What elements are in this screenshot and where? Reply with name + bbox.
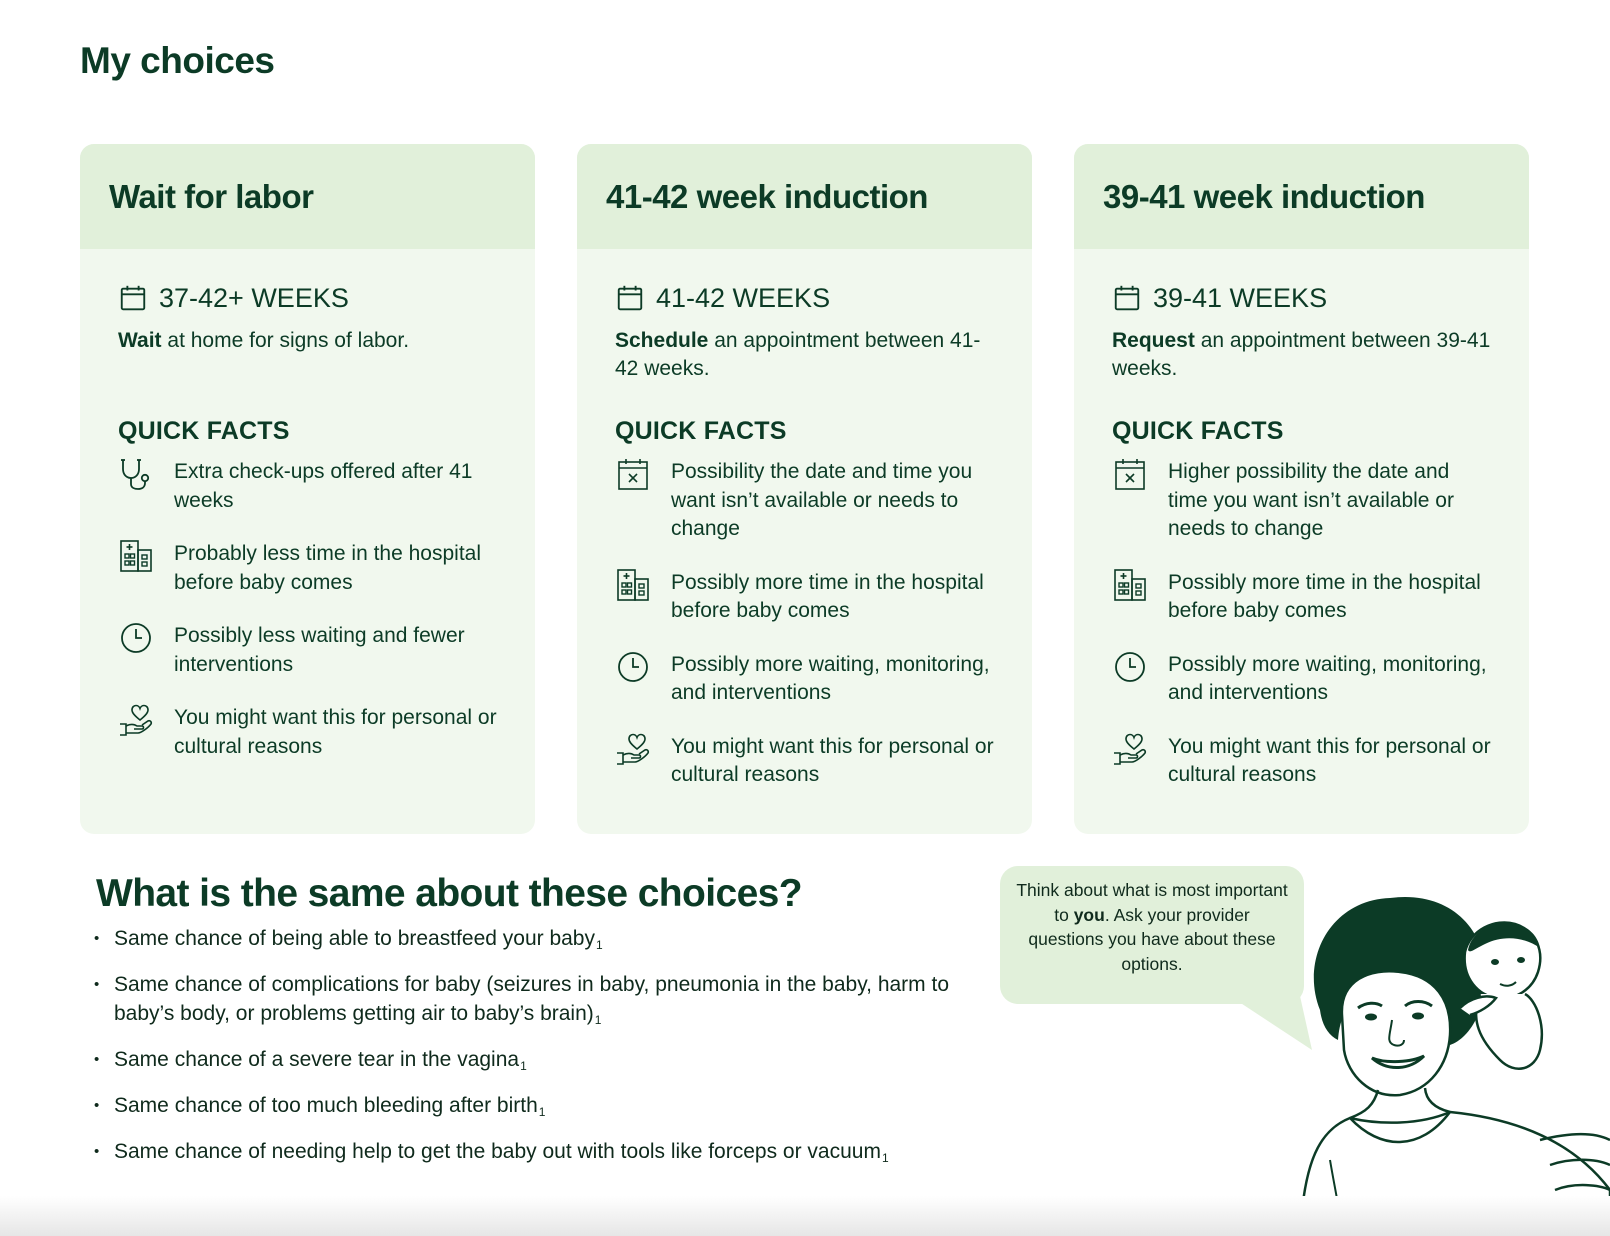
clock-icon [615,649,651,685]
mother-and-baby-illustration [1300,890,1610,1236]
fact-text: Higher possibility the date and time you want isn’t available or needs to change [1168,460,1454,540]
fact-item [118,540,497,597]
card-title: 41-42 week induction [577,144,1032,249]
weeks-label: 41-42 WEEKS [656,282,831,313]
list-item: • Same chance of needing help to get the baby out with tools like forceps or vacuum$_1$ [94,1138,994,1173]
choice-card-wait-for-labor [80,144,535,834]
calendar-icon [1112,283,1142,313]
stethoscope-icon [118,456,154,492]
calendar-x-icon [615,456,651,492]
fact-text: Probably less time in the hospital before baby comes [174,542,481,594]
hospital-icon [615,567,651,603]
fact-item [615,458,994,544]
bottom-shade [0,1196,1610,1236]
fact-text: Possibly more waiting, monitoring, and interventions [1168,652,1487,704]
same-section-title: What is the same about these choices? [96,872,802,915]
page-title: My choices [80,40,275,81]
card-description: Request an appointment between 39-41 weeks. [1112,329,1491,380]
list-item: • Same chance of a severe tear in the vagina$_1$ [94,1046,994,1081]
fact-item [118,704,497,761]
fact-text: Possibly more waiting, monitoring, and interventions [671,652,990,704]
hand-heart-icon [1112,731,1148,767]
fact-item [118,622,497,679]
fact-text: Extra check-ups offered after 41 weeks [174,460,473,512]
card-description: Wait at home for signs of labor. [118,329,410,352]
hospital-icon [1112,567,1148,603]
list-item: • Same chance of too much bleeding after birth$_1$ [94,1092,994,1127]
fact-text: Possibly less waiting and fewer interventions [174,624,465,676]
list-item: • Same chance of being able to breastfeed your baby$_1$ [94,925,994,960]
quick-facts-title: QUICK FACTS [615,417,787,445]
calendar-x-icon [1112,456,1148,492]
fact-item [118,458,497,515]
fact-text: You might want this for personal or cultural reasons [174,706,497,758]
same-list [94,925,994,1184]
clock-icon [118,620,154,656]
choice-card-41-42-induction [577,144,1032,834]
fact-item [615,733,994,790]
fact-text: Possibly more time in the hospital before baby comes [1168,570,1481,622]
list-item: • Same chance of complications for baby (seizures in baby, pneumonia in the baby, harm to baby’s body, or problems getting air to baby’s $brain)_1$ [94,971,994,1034]
quick-facts-title: QUICK FACTS [118,417,290,445]
card-title: 39-41 week induction [1074,144,1529,249]
fact-item [1112,458,1491,544]
calendar-icon [615,283,645,313]
fact-text: You might want this for personal or cultural reasons [671,734,994,786]
hand-heart-icon [615,731,651,767]
fact-text: You might want this for personal or cultural reasons [1168,734,1491,786]
fact-text: Possibility the date and time you want isn’t available or needs to change [671,460,973,540]
quick-facts-title: QUICK FACTS [1112,417,1284,445]
fact-item [615,569,994,626]
fact-text: Possibly more time in the hospital before baby comes [671,570,984,622]
hand-heart-icon [118,702,154,738]
card-title: Wait for labor [80,144,535,249]
weeks-label: 39-41 WEEKS [1153,282,1328,313]
fact-item [1112,569,1491,626]
fact-item [615,651,994,708]
card-description: Schedule an appointment between 41-42 weeks. [615,329,981,380]
choice-card-39-41-induction [1074,144,1529,834]
fact-item [1112,651,1491,708]
speech-bubble: Think about what is most important to you. Ask your provider questions you have about these options. [1000,866,1304,1004]
clock-icon [1112,649,1148,685]
weeks-label: 37-42+ WEEKS [159,282,349,313]
calendar-icon [118,283,148,313]
hospital-icon [118,538,154,574]
fact-item [1112,733,1491,790]
